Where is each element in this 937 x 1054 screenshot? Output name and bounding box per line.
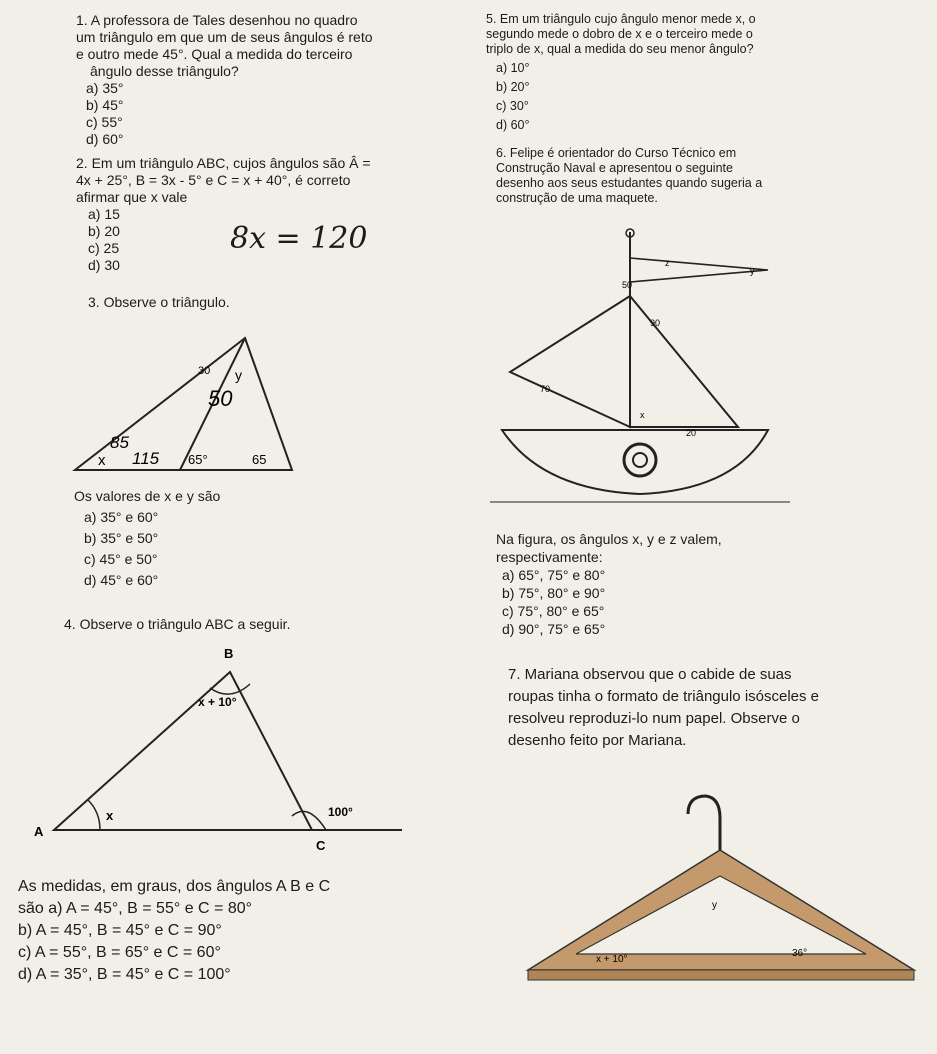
q3-label-top: 30 [198, 365, 211, 377]
q2-line: afirmar que x vale [76, 189, 188, 205]
q4-option: b) A = 45°, B = 45° e C = 90° [18, 922, 222, 939]
q4-label-angC: 100° [328, 805, 353, 819]
q4-title: 4. Observe o triângulo ABC a seguir. [64, 616, 291, 632]
q5-option: a) 10° [496, 61, 530, 75]
q6-label-a7: y [750, 266, 755, 276]
question-2 [76, 155, 476, 274]
q3-label-y: y [235, 367, 242, 383]
q4-label-angA: x [106, 808, 114, 823]
q6-option: a) 65°, 75° e 80° [502, 567, 606, 583]
q6-line: Construção Naval e apresentou o seguinte [496, 161, 733, 175]
q5-option: b) 20° [496, 80, 530, 94]
q1-line: um triângulo em que um de seus ângulos é reto [76, 29, 373, 45]
q4-prompt: As medidas, em graus, dos ângulos A B e C [18, 878, 331, 895]
q2-handwriting: 8x = 120 [230, 221, 368, 256]
q6-label-a6: 20 [686, 428, 697, 438]
question-6 [496, 146, 926, 206]
q1-option: a) 35° [86, 80, 124, 96]
q6-label-a1: 50 [622, 280, 633, 290]
q3-triangle-figure [60, 330, 300, 480]
q2-option: c) 25 [88, 240, 120, 256]
q3-hw-mid: 115 [132, 449, 160, 468]
q3-option: a) 35° e 60° [84, 509, 159, 525]
q3-prompt: Os valores de x e y são [74, 488, 221, 504]
q6-label-a5: x [640, 410, 645, 420]
q7-line: 7. Mariana observou que o cabide de suas [508, 666, 792, 683]
q4-label-B: B [224, 646, 234, 661]
q1-line: ângulo desse triângulo? [90, 63, 239, 79]
q2-line: 4x + 25°, B = 3x - 5° e C = x + 40°, é correto [76, 172, 351, 188]
q6-option: d) 90°, 75° e 65° [502, 621, 606, 637]
q5-line: segundo mede o dobro de x e o terceiro mede o [486, 27, 753, 41]
q4-label-A: A [34, 824, 44, 839]
q1-option: d) 60° [86, 131, 124, 147]
q4-label-C: C [316, 838, 326, 853]
q7-label-x: x + 10° [596, 954, 628, 965]
q4-option: c) A = 55°, B = 65° e C = 60° [18, 944, 221, 961]
q5-option: d) 60° [496, 118, 530, 132]
q7-line: roupas tinha o formato de triângulo isósceles e [508, 688, 820, 705]
q3-label-x: x [98, 452, 106, 469]
q3-label-right: 65 [252, 452, 267, 467]
q4-answers [18, 876, 330, 986]
q7-hanger-figure [520, 780, 920, 1000]
q7-label-y: y [712, 900, 717, 911]
q7-line: desenho feito por Mariana. [508, 732, 687, 749]
q6-label-a2: z [665, 258, 670, 268]
q3-hw-left: 85 [110, 433, 129, 452]
q6-prompt: Na figura, os ângulos x, y e z valem, [496, 531, 722, 547]
q6-option: b) 75°, 80° e 90° [502, 585, 606, 601]
question-1 [76, 12, 466, 148]
question-7 [508, 664, 918, 752]
q6-line: construção de uma maquete. [496, 191, 658, 205]
question-5 [486, 12, 926, 133]
q3-hw-top: 50 [208, 386, 233, 411]
q2-option: b) 20 [88, 223, 120, 239]
q6-answers [496, 530, 916, 638]
q1-option: c) 55° [86, 114, 123, 130]
q2-option: d) 30 [88, 257, 120, 273]
q5-line: 5. Em um triângulo cujo ângulo menor mede x, o [486, 12, 756, 26]
q3-title: 3. Observe o triângulo. [88, 294, 230, 310]
q1-option: b) 45° [86, 97, 124, 113]
q3-option: d) 45° e 60° [84, 572, 159, 588]
q6-option: c) 75°, 80° e 65° [502, 603, 605, 619]
q5-line: triplo de x, qual a medida do seu menor ângulo? [486, 42, 754, 56]
q6-label-a4: 70 [540, 384, 551, 394]
q4-label-angB: x + 10° [198, 695, 237, 709]
q6-boat-figure [490, 222, 790, 522]
q6-prompt: respectivamente: [496, 549, 603, 565]
q1-line: e outro mede 45°. Qual a medida do terceiro [76, 46, 353, 62]
q3-option: b) 35° e 50° [84, 530, 159, 546]
q5-option: c) 30° [496, 99, 529, 113]
q4-option: d) A = 35°, B = 45° e C = 100° [18, 966, 231, 983]
q3-label-mid: 65° [188, 452, 208, 467]
q7-label-right: 36° [792, 948, 808, 959]
q1-line: 1. A professora de Tales desenhou no quadro [76, 12, 358, 28]
q3-option: c) 45° e 50° [84, 551, 158, 567]
q7-line: resolveu reproduzi-lo num papel. Observe o [508, 710, 800, 727]
q3-answers [74, 488, 220, 589]
q6-line: desenho aos seus estudantes quando sugeria a [496, 176, 763, 190]
q6-line: 6. Felipe é orientador do Curso Técnico em [496, 146, 737, 160]
q2-line: 2. Em um triângulo ABC, cujos ângulos são Â = [76, 155, 371, 171]
q4-option: são a) A = 45°, B = 55° e C = 80° [18, 900, 253, 917]
q4-triangle-figure [30, 640, 410, 855]
q6-label-a3: 90 [650, 318, 661, 328]
q2-option: a) 15 [88, 206, 120, 222]
